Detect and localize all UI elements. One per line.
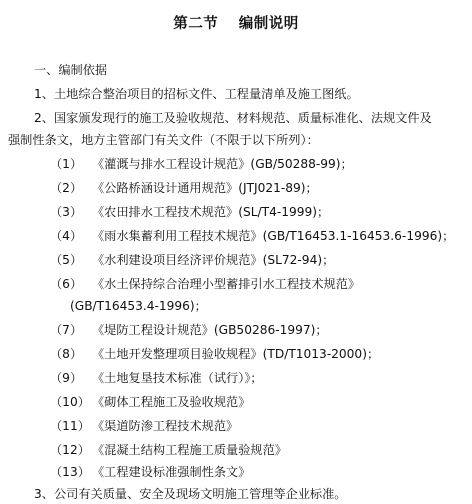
list-item-number: （4）: [50, 229, 83, 243]
list-item-text: 《农田排水工程技术规范》(SL/T4-1999)；: [92, 205, 330, 219]
section-heading: 一、编制依据: [34, 63, 108, 77]
list-item-number: （13）: [50, 465, 90, 479]
list-item-number: （3）: [50, 205, 83, 219]
list-item-text: 《混凝土结构工程施工质量验规范》: [92, 443, 287, 457]
list-item-text: 《堤防工程设计规范》(GB50286-1997)；: [92, 323, 328, 337]
list-item-number: （12）: [50, 443, 90, 457]
list-item-number: （1）: [50, 157, 83, 171]
list-item-number: （8）: [50, 347, 83, 361]
paragraph-1: 1、土地综合整治项目的招标文件、工程量清单及施工图纸。: [34, 87, 359, 101]
list-item-text: 《土地复垦技术标准（试行）》；: [92, 371, 263, 385]
list-item-number: （6）: [50, 277, 83, 291]
list-item-text: 《砌体工程施工及验收规范》: [92, 395, 251, 409]
list-item-text: 《工程建设标准强制性条文》: [92, 465, 251, 479]
list-item-number: （5）: [50, 253, 83, 267]
paragraph-2-line-1: 2、国家颁发现行的施工及验收规范、材料规范、质量标准化、法规文件及: [34, 111, 432, 125]
list-item-number: （2）: [50, 181, 83, 195]
list-item-number: （9）: [50, 371, 83, 385]
list-item-text: 《雨水集蓄利用工程技术规范》(GB/T16453.1-16453.6-1996)；: [92, 229, 455, 243]
list-item-continuation: (GB/T16453.4-1996)；: [70, 299, 207, 313]
list-item-text: 《水土保持综合治理小型蓄排引水工程技术规范》: [92, 277, 361, 291]
list-item-text: 《水利建设项目经济评价规范》(SL72-94)；: [92, 253, 335, 267]
list-item-text: 《渠道防渗工程技术规范》: [92, 419, 239, 433]
list-item-number: （7）: [50, 323, 83, 337]
page-title: 第二节 编制说明: [173, 16, 299, 32]
list-item-number: （11）: [50, 419, 90, 433]
list-item-text: 《公路桥涵设计通用规范》(JTJ021-89)；: [92, 181, 318, 195]
paragraph-2-line-2: 强制性条文，地方主管部门有关文件（不限于以下所列）：: [8, 133, 319, 147]
list-item-text: 《灌溉与排水工程设计规范》(GB/50288-99)；: [92, 157, 353, 171]
paragraph-3: 3、公司有关质量、安全及现场文明施工管理等企业标准。: [34, 487, 347, 501]
list-item-text: 《土地开发整理项目验收规程》(TD/T1013-2000)；: [92, 347, 380, 361]
list-item-number: （10）: [50, 395, 90, 409]
